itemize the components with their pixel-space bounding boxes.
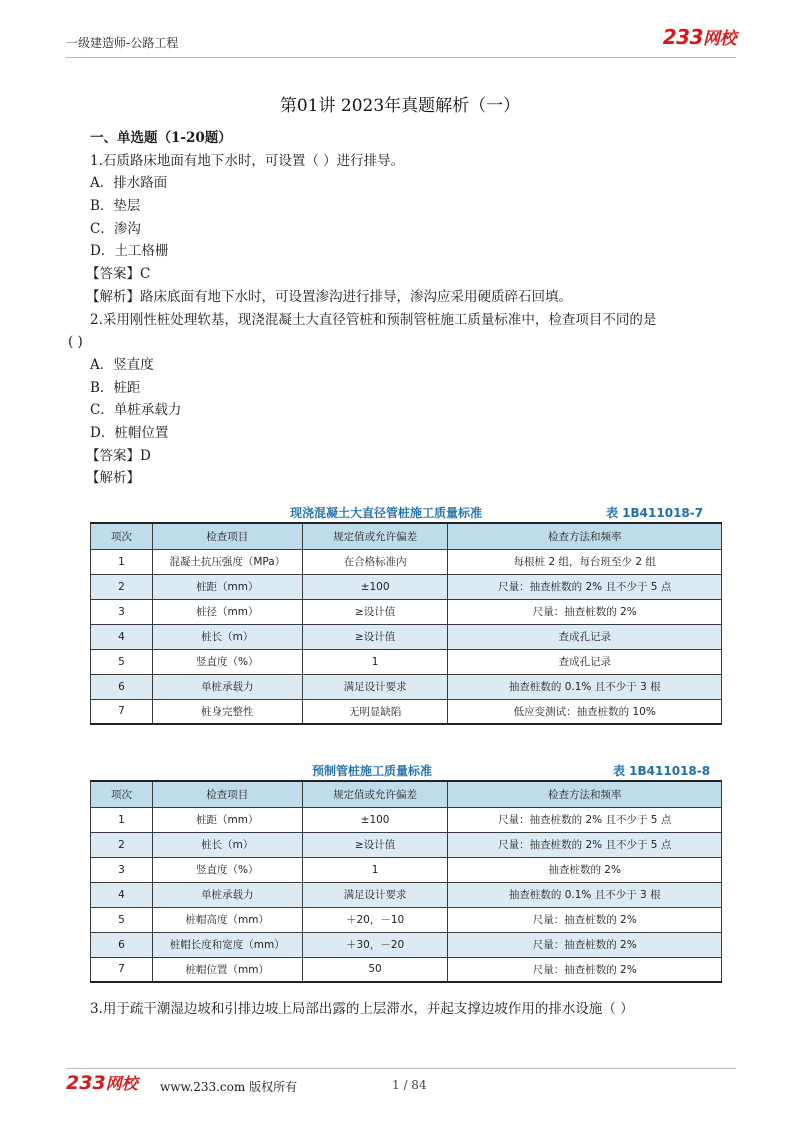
table-cell: 单桩承载力 <box>152 882 302 907</box>
table2-header-index: 项次 <box>91 781 153 807</box>
table-row <box>91 907 722 932</box>
table-cell: 竖直度（%） <box>152 649 302 674</box>
footer-logo <box>66 1071 138 1094</box>
question-2-option-c: C．单桩承载力 <box>90 402 182 419</box>
table-cell: 桩帽长度和宽度（mm） <box>152 932 302 957</box>
table2-code: 表 1B411018-8 <box>613 764 711 778</box>
table-cell: 满足设计要求 <box>302 882 448 907</box>
table-row <box>91 882 722 907</box>
table1 <box>90 522 722 725</box>
table-cell: 4 <box>91 882 153 907</box>
table2-header-item: 检查项目 <box>152 781 302 807</box>
question-2-analysis: 【解析】 <box>86 470 140 487</box>
table-row <box>91 599 722 624</box>
table-cell: 抽查桩数的 2% <box>448 857 722 882</box>
table-row <box>91 624 722 649</box>
table-cell: ≥设计值 <box>302 832 448 857</box>
table-cell: 50 <box>302 957 448 982</box>
table-cell: 6 <box>91 674 153 699</box>
table-cell: 尺量：抽查桩数的 2% <box>448 599 722 624</box>
header-logo-num: 233 <box>662 25 703 49</box>
table1-header-index: 项次 <box>91 523 153 549</box>
table-row <box>91 857 722 882</box>
table-cell: 桩长（m） <box>152 624 302 649</box>
table-cell: 3 <box>91 599 153 624</box>
table-cell: 2 <box>91 574 153 599</box>
table-cell: 5 <box>91 907 153 932</box>
table-row <box>91 957 722 982</box>
table-row <box>91 574 722 599</box>
table-cell: 满足设计要求 <box>302 674 448 699</box>
table1-header-item: 检查项目 <box>152 523 302 549</box>
table-cell: 抽查桩数的 0.1% 且不少于 3 根 <box>448 882 722 907</box>
question-1-option-a: A．排水路面 <box>90 175 168 192</box>
table1-header-method: 检查方法和频率 <box>448 523 722 549</box>
table-cell: 尺量：抽查桩数的 2% <box>448 957 722 982</box>
table-cell: 7 <box>91 699 153 724</box>
table-cell: ±100 <box>302 807 448 832</box>
table-cell: ＋20，－10 <box>302 907 448 932</box>
table-row <box>91 832 722 857</box>
question-2-option-a: A．竖直度 <box>90 356 154 373</box>
table-cell: 3 <box>91 857 153 882</box>
question-2-stem-cont: ( ) <box>68 334 83 351</box>
table1-title: 现浇混凝土大直径管桩施工质量标准 <box>290 506 483 520</box>
question-3-stem: 3.用于疏干潮湿边坡和引排边坡上局部出露的上层滞水，并起支撑边坡作用的排水设施（ ） <box>90 1001 634 1017</box>
table1-code: 表 1B411018-7 <box>606 506 704 520</box>
footer-divider <box>66 1068 736 1069</box>
question-2-option-d: D．桩帽位置 <box>90 424 169 441</box>
question-1-option-d: D．土工格栅 <box>90 243 169 260</box>
table-cell: 每根桩 2 组，每台班至少 2 组 <box>448 549 722 574</box>
table-cell: 1 <box>91 807 153 832</box>
question-2-answer: 【答案】D <box>86 447 151 464</box>
table-cell: 查成孔记录 <box>448 624 722 649</box>
table-cell: 尺量：抽查桩数的 2% <box>448 932 722 957</box>
table2-title: 预制管桩施工质量标准 <box>312 764 433 778</box>
header-course-name: 一级建造师-公路工程 <box>66 36 179 50</box>
table-cell: ＋30，－20 <box>302 932 448 957</box>
table-cell: 1 <box>302 649 448 674</box>
table-row <box>91 549 722 574</box>
table-cell: 竖直度（%） <box>152 857 302 882</box>
table-cell: 尺量：抽查桩数的 2% 且不少于 5 点 <box>448 807 722 832</box>
table-row <box>91 674 722 699</box>
table-cell: 6 <box>91 932 153 957</box>
page-number: 1 / 84 <box>392 1078 427 1092</box>
footer-logo-num: 233 <box>66 1072 106 1094</box>
table-cell: 1 <box>91 549 153 574</box>
table-cell: 5 <box>91 649 153 674</box>
page-title: 第01讲 2023年真题解析（一） <box>279 96 521 116</box>
table-cell: 桩距（mm） <box>152 807 302 832</box>
table-cell: 2 <box>91 832 153 857</box>
table-cell: ≥设计值 <box>302 624 448 649</box>
table-cell: 桩帽位置（mm） <box>152 957 302 982</box>
page-header <box>66 24 736 54</box>
section-heading: 一、单选题（1-20题） <box>90 130 232 146</box>
table-cell: 尺量：抽查桩数的 2% 且不少于 5 点 <box>448 574 722 599</box>
table-cell: 桩帽高度（mm） <box>152 907 302 932</box>
table-row <box>91 807 722 832</box>
question-2-option-b: B．桩距 <box>90 379 141 396</box>
table-cell: 4 <box>91 624 153 649</box>
table-cell: 查成孔记录 <box>448 649 722 674</box>
table-cell: 尺量：抽查桩数的 2% <box>448 907 722 932</box>
footer-copyright: www.233.com 版权所有 <box>160 1080 298 1094</box>
table2-header-tolerance: 规定值或允许偏差 <box>302 781 448 807</box>
table-cell: 混凝土抗压强度（MPa） <box>152 549 302 574</box>
table-cell: ±100 <box>302 574 448 599</box>
table-cell: 无明显缺陷 <box>302 699 448 724</box>
table-cell: 桩长（m） <box>152 832 302 857</box>
header-logo <box>663 24 736 49</box>
table-cell: 桩距（mm） <box>152 574 302 599</box>
question-body <box>68 127 745 490</box>
header-logo-cn: 网校 <box>703 29 736 49</box>
table2 <box>90 780 722 983</box>
table-cell: 抽查桩数的 0.1% 且不少于 3 根 <box>448 674 722 699</box>
table-cell: 7 <box>91 957 153 982</box>
table-cell: 低应变测试：抽查桩数的 10% <box>448 699 722 724</box>
table1-header-tolerance: 规定值或允许偏差 <box>302 523 448 549</box>
question-1-analysis: 【解析】路床底面有地下水时，可设置渗沟进行排导，渗沟应采用硬质碎石回填。 <box>86 288 572 305</box>
footer-logo-cn: 网校 <box>105 1074 138 1093</box>
table-cell: 桩径（mm） <box>152 599 302 624</box>
question-2-stem: 2.采用刚性桩处理软基，现浇混凝土大直径管桩和预制管桩施工质量标准中，检查项目不同的是 <box>90 311 657 328</box>
question-1-stem: 1.石质路床地面有地下水时，可设置（ ）进行排导。 <box>90 152 405 169</box>
table-row <box>91 649 722 674</box>
table-cell: 尺量：抽查桩数的 2% 且不少于 5 点 <box>448 832 722 857</box>
question-1-answer: 【答案】C <box>86 266 151 283</box>
question-1-option-c: C．渗沟 <box>90 220 141 237</box>
table-row <box>91 699 722 724</box>
table-cell: 单桩承载力 <box>152 674 302 699</box>
table2-header-method: 检查方法和频率 <box>448 781 722 807</box>
table-cell: 在合格标准内 <box>302 549 448 574</box>
question-1-option-b: B．垫层 <box>90 198 141 215</box>
table-row <box>91 932 722 957</box>
table-cell: 1 <box>302 857 448 882</box>
header-divider <box>66 57 736 58</box>
table-cell: 桩身完整性 <box>152 699 302 724</box>
table-cell: ≥设计值 <box>302 599 448 624</box>
